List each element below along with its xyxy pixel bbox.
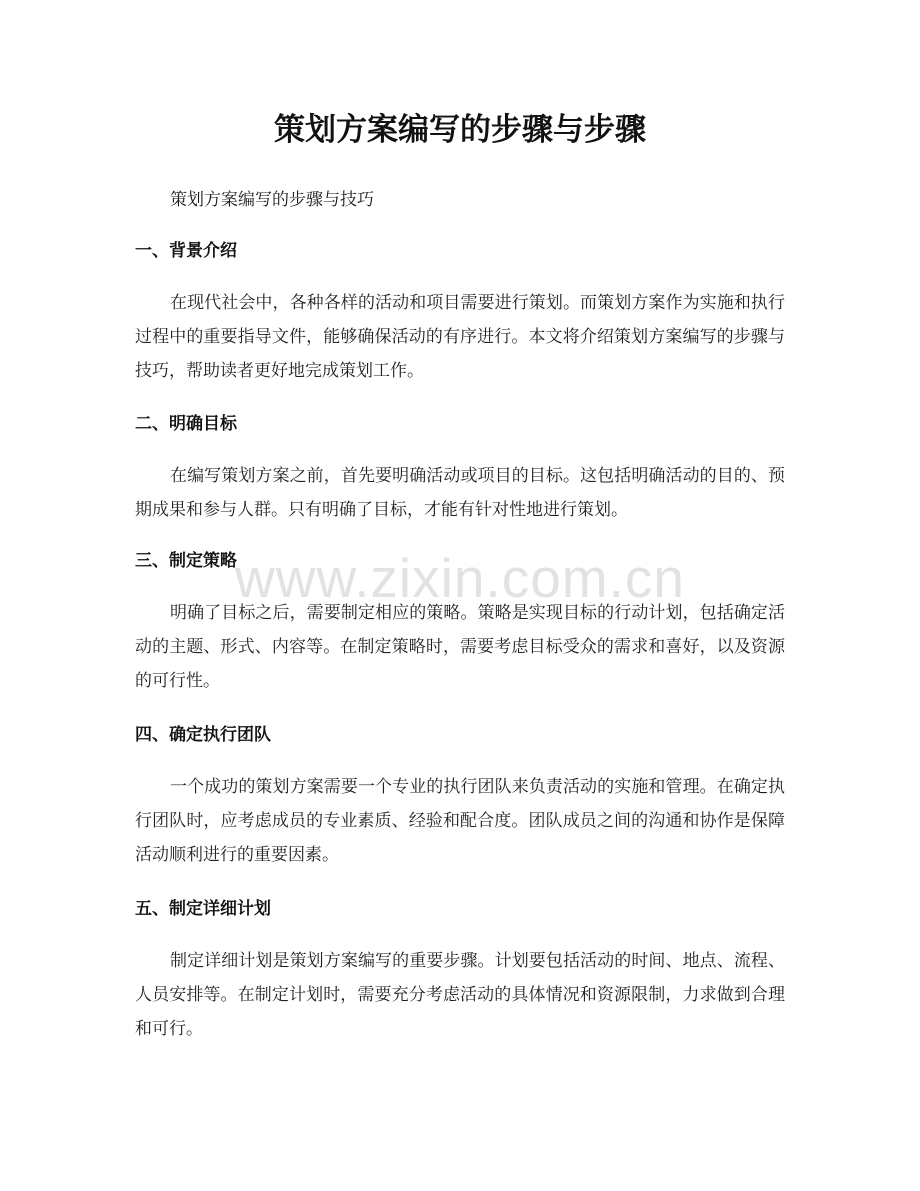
section-body-plan: 制定详细计划是策划方案编写的重要步骤。计划要包括活动的时间、地点、流程、人员安排等。在制定计划时，需要充分考虑活动的具体情况和资源限制，力求做到合理和可行。 bbox=[135, 951, 785, 1039]
document-subtitle: 策划方案编写的步骤与技巧 bbox=[170, 190, 374, 210]
section-heading-plan: 五、制定详细计划 bbox=[135, 899, 271, 919]
section-heading-team: 四、确定执行团队 bbox=[135, 725, 271, 745]
section-body-goals: 在编写策划方案之前，首先要明确活动或项目的目标。这包括明确活动的目的、预期成果和参与人群。只有明确了目标，才能有针对性地进行策划。 bbox=[135, 466, 785, 520]
section-body-strategy: 明确了目标之后，需要制定相应的策略。策略是实现目标的行动计划，包括确定活动的主题、形式、内容等。在制定策略时，需要考虑目标受众的需求和喜好，以及资源的可行性。 bbox=[135, 603, 785, 691]
section-body-team: 一个成功的策划方案需要一个专业的执行团队来负责活动的实施和管理。在确定执行团队时，应考虑成员的专业素质、经验和配合度。团队成员之间的沟通和协作是保障活动顺利进行的重要因素。 bbox=[135, 777, 785, 865]
section-heading-background: 一、背景介绍 bbox=[135, 241, 237, 261]
document-title: 策划方案编写的步骤与步骤 bbox=[274, 112, 646, 148]
section-heading-goals: 二、明确目标 bbox=[135, 414, 237, 434]
section-heading-strategy: 三、制定策略 bbox=[135, 551, 237, 571]
watermark: www.zixin.com.cn bbox=[235, 547, 685, 609]
section-body-background: 在现代社会中，各种各样的活动和项目需要进行策划。而策划方案作为实施和执行过程中的重要指导文件，能够确保活动的有序进行。本文将介绍策划方案编写的步骤与技巧，帮助读者更好地完成策划工作。 bbox=[135, 293, 785, 381]
